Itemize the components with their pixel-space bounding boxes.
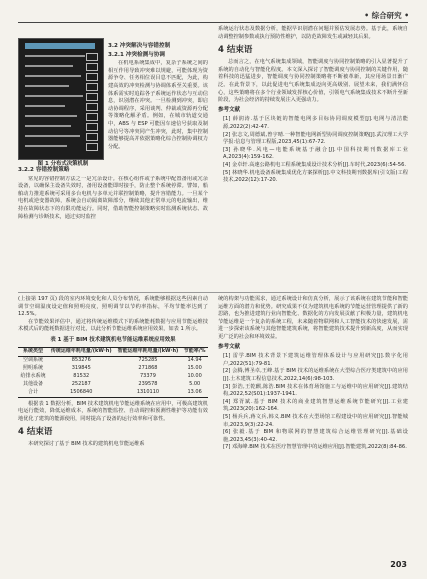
left-column-middle <box>18 166 208 282</box>
diagram-node <box>86 63 98 71</box>
table-row <box>18 389 208 398</box>
diagram-node <box>86 53 98 61</box>
table-cell: 14.94 <box>187 357 202 364</box>
right-column-top <box>218 26 408 185</box>
diagram-row <box>25 75 81 77</box>
end-paragraph: 本研究探讨了基于 BIM 技术的建筑机电节能运维系 <box>28 441 145 448</box>
table-cell: 319845 <box>71 365 91 372</box>
reference-item: [7] 邓海峰.BIM 技术在医疗智慧管理中的运维应用[J].智能建筑,2022(8):84-86. <box>223 444 407 451</box>
table-cell: 725285 <box>138 357 158 364</box>
reference-item: [6] 张毅.基于 BIM 和物联网的智慧建筑综合运维管理研究[J].基础设施,2023,45(3):40-42. <box>223 429 408 443</box>
table-cell: 其他设备 <box>22 381 43 388</box>
table-row <box>18 373 208 381</box>
diagram-row <box>25 125 71 127</box>
table-cell: 13.06 <box>187 389 202 396</box>
diagram-node <box>86 73 98 81</box>
table-cell: 空调系统 <box>22 357 43 364</box>
diagram-node <box>86 103 98 111</box>
table-cell: 853276 <box>71 357 91 364</box>
diagram-row <box>25 85 69 87</box>
diagram-title-bar <box>25 43 95 49</box>
evaluation-paragraph: 在节能效果评估中，通过将传统运维模式下的系统能耗数据与应用节能运维技术模式后的能耗数据进行对比，以此分析节能运维系统应用效果，如表 1 所示。 <box>18 318 208 333</box>
table-cell: 5.00 <box>189 381 201 388</box>
page-number: 203 <box>390 560 407 569</box>
reference-item: [2] 张志文,周德斌,曾宇晴.一种智能电网新型协同调度控制策略[J].武汉理工大学学报:信息与管理工程版,2023,45(1):67-72. <box>223 131 408 146</box>
table-cell: 照明系统 <box>22 365 43 372</box>
intro-paragraph: (上接第 197 页) 段的室内环境变化和人员分布情况，系统能够根据这些因素自动调节空调温度设定值和照明亮度，照明调节以节约率指标，平均节能率达到了 12.5%。 <box>18 296 208 318</box>
diagram-row <box>25 105 65 107</box>
table-cell: 1310110 <box>136 389 160 396</box>
reference-item: [5] 林晓华.机电设备系统集成优化方案探析[J].中文科技期刊数据库(引文版)工程技术,2022(12):17-20. <box>223 169 408 184</box>
table-cell: 271868 <box>138 365 158 372</box>
section-heading-3-2-1: 3.2.1 冲突检测与协调 <box>108 51 166 58</box>
reference-item: [1] 薛润涛.基于区块链的智能电网多目标协同调度模型[J].电网与清洁能源,2022(2):42-47. <box>223 116 408 130</box>
references-heading: 参考文献 <box>218 106 241 113</box>
reference-item: [4] 郑胥斌.基于 BIM 技术的商业建筑智慧运维系统节能研究[J].工业建筑,2023(20):162-164. <box>223 398 408 413</box>
table-row <box>18 356 208 365</box>
header-rule <box>18 22 408 23</box>
right-column-bottom <box>218 296 408 452</box>
table-header-cell: 智能运维年耗电量/(kW·h) <box>117 348 179 355</box>
table-header-cell: 节能率/% <box>183 348 206 355</box>
references-heading: 参考文献 <box>218 343 241 350</box>
diagram-row <box>25 65 73 67</box>
section-heading-3-2: 3.2 冲突解决与容错控制 <box>108 43 171 49</box>
diagram-row <box>25 55 85 57</box>
table-cell: 73379 <box>140 373 156 380</box>
end-heading: 4 结束语 <box>18 427 53 438</box>
energy-table <box>18 347 208 398</box>
table-cell: 合计 <box>27 389 38 396</box>
table-cell: 15.00 <box>187 365 202 372</box>
section-heading-3-2-2: 3.2.2 容错控制策略 <box>18 167 70 173</box>
analysis-paragraph: 根据表 1 数据分析，BIM 技术建筑机电节能运维系统在应用中，可极高建筑机电运行能效，降低运维成本，系统的智能监控、自动调控和预测性维护等功能有效地优化了建筑的能源使用，同时提高了设备的运行效率和可靠性。 <box>18 400 208 422</box>
table-header-cell: 系统类型 <box>22 348 43 355</box>
conflict-detection-paragraph: 在机电系统集成中，复杂子系统之间的相互作用导致冲突难以规避，可能体现为资源争夺、任务相位误目息不匹配，为此，构建高效的冲突检测与协调体系至关重要。该体系需实时追踪各子系统运作状态与互动信息，识别潜在冲突。一旦检测到冲突，即启动协调程序，采用谈判、仲裁或资源再分配等策略化解矛盾。例如，在城市轨道交通中，ABS 与 ESP 可能因车速信号获取及制动信号等冲突同产生冲突，此时，集中控制器能够提高并依据策略化综合控制协调权力分配。 <box>108 60 208 150</box>
left-column-bottom <box>18 296 208 449</box>
table-caption: 表 1 基于 BIM 技术建筑机电节能运维系统应用效果 <box>50 336 176 343</box>
table-cell: 81532 <box>73 373 90 380</box>
figure-caption: 图 1 分布式决策机制 <box>37 161 89 167</box>
diagram-node <box>86 123 98 131</box>
paragraph-continued: 系统运行状态及数据分析，能据早识别潜在问题并预估发展态势。基于此，系统自动调整控制参数或执行预防性维护，以防范故障发生或减轻其后果。 <box>218 26 408 40</box>
article-separator <box>18 292 408 293</box>
diagram-node <box>86 113 98 121</box>
left-column-beside-figure <box>108 42 208 176</box>
table-cell: 给排水系统 <box>20 373 46 380</box>
diagram-row <box>25 115 77 117</box>
diagram-row <box>25 145 67 147</box>
reference-item: [3] 彭浩,王乾麒,陈浩.BIM 技术在体育场馆施工与运维中的应用研究[J].建筑结构,2022,52(S01):1937-1941. <box>223 383 408 398</box>
conclusion-heading: 4 结束语 <box>218 45 253 56</box>
fault-tolerance-paragraph: 常见的容错控制方法之一是冗余设计。在核心组件或子系统中配置备用或冗余设备，以确保主设备失效时，备用设备能即时接手，防止整个系统停滞。譬如，船舶动力推进系统可采用多台电机与多单元并联控制策略，提升容错能力。一旦某个电机或逆变器故障，系统会自动隔离故障部分，继续其他正常单元的电流输出，维持在故障状态下的有限功能运行。同时，借助智能控制策略实时监测系统状态、故障检测与诊断技术，通过实时监控 <box>18 175 208 220</box>
table-cell: 252187 <box>71 381 91 388</box>
table-cell: 10.00 <box>187 373 202 380</box>
diagram-row <box>25 135 80 137</box>
reference-item: [5] 杨兵兵,蒋文兵,韩义.BIM 技术在大型场馆工程建设中的应用研究[J].智能城市,2023,9(3):22-24. <box>223 413 408 428</box>
table-header-cell: 传统运维年耗电量/(kW·h) <box>50 348 112 355</box>
reference-item: [4] 金卓轩.高速公路机电工程系统集成设计技术分析[J].车时代,2023(6):54-56. <box>223 161 407 168</box>
diagram-row <box>25 95 83 97</box>
table-row <box>18 365 208 373</box>
diagram-node <box>86 133 98 141</box>
reference-item: [2] 会腾,傅圣卓,王峰.基于 BIM 技术的运维系统在大型综合医疗类建筑中的应用[J].土木建筑工程信息技术,2022,14(6):98-103. <box>223 368 408 382</box>
diagram-node <box>86 83 98 91</box>
diagram-node <box>86 93 98 101</box>
table-row <box>18 381 208 389</box>
summary-paragraph: 统的构架与功能需求，通过系统设计和仿真分析，展示了该系统在建筑节能和智能运维方面的潜力和优势。研究成果不仅为建筑机电系统的节能运营管理提供了新的思路，也为推进建筑行业向智能化、数据化的方向发展贡献了积极力量，建筑机电节能运维是一个复杂的系统工程，未来随着物联网和人工智能技术的快速发展，需进一步探索该系统与其他智能建筑系统，将智能建筑技术提升到新高度，从而实现更广泛的社会和环境效益。 <box>218 296 408 340</box>
reference-item: [3] 孙晓华.风电—电能系统基于融合[J].中国科技期刊数据库工业A,2023(4):159-162. <box>223 146 408 161</box>
diagram-node <box>86 143 98 151</box>
journal-section-header: • 综合研究 • <box>364 11 409 20</box>
table-header-row <box>18 347 208 356</box>
system-diagram-image <box>18 38 104 160</box>
table-cell: 239578 <box>138 381 158 388</box>
reference-item: [1] 雷学.BIM 技术背景下建筑运维管理体系设计与应用研究[J].数字化用户,2022(51):79-81. <box>223 353 408 367</box>
conclusion-paragraph: 总而言之，在电气系统集成领域，智能调度与协同控制策略的引入显著提升了系统的自动化与智能化程度。本文深入探讨了智能调度与协同控制的关键作用，随着科技的迅猛进步，智能调度与协同控制策略将不断被革新，其应用场景日渐广泛。在此背景下，以此促进电气系统集成迈向更高级别、展望未来，我们满怀信心，这些策略将在多个行业领域发挥核心价值，引领电气系统集成技术不断升至新阶段，为社会经济的持续发展注入更强动力。 <box>218 59 408 104</box>
table-cell: 1506840 <box>70 389 93 396</box>
